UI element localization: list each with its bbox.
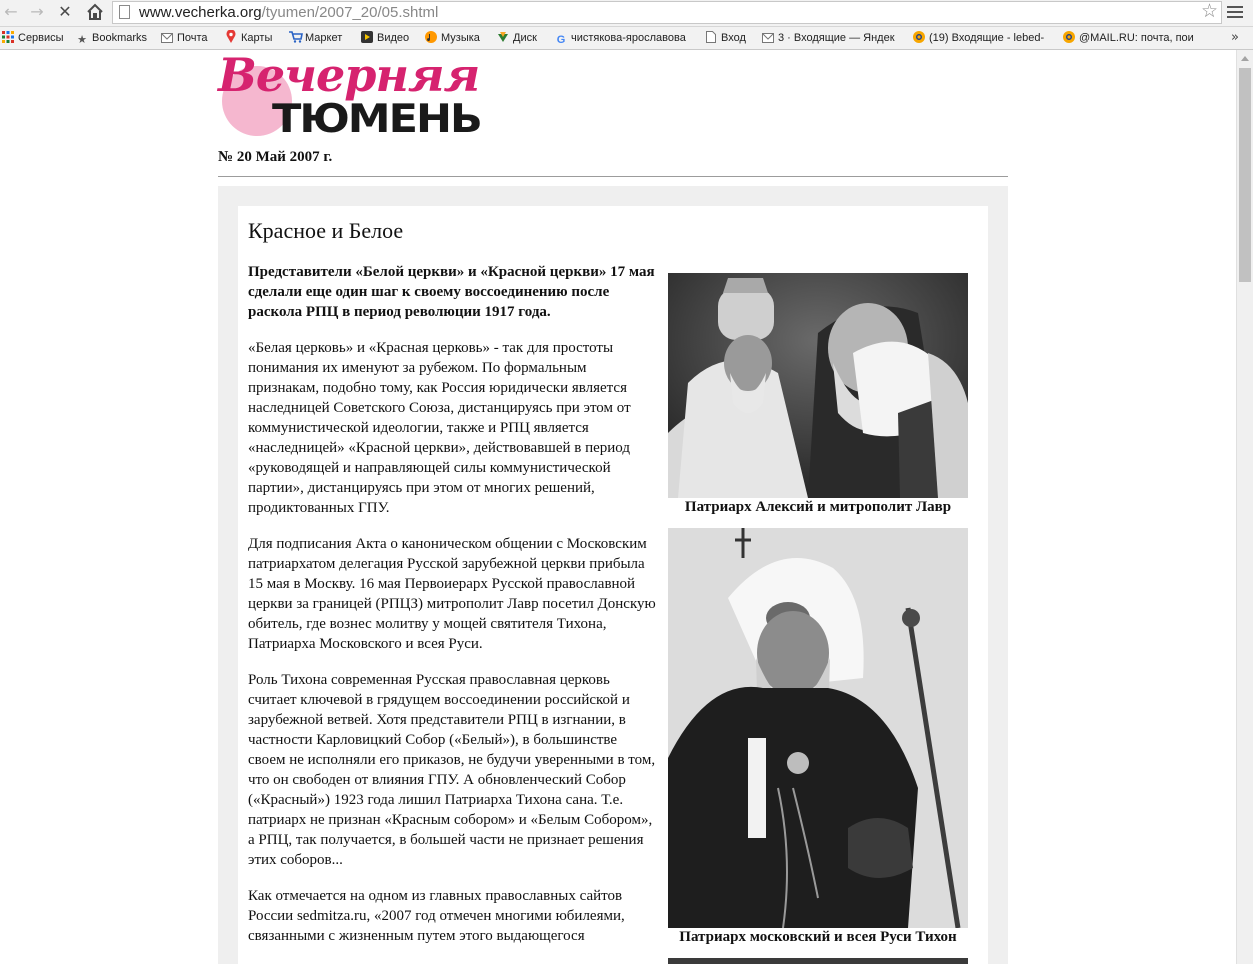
url-host: www.vecherka.org — [139, 4, 262, 21]
photo-next-partial — [668, 958, 968, 964]
page-scrollbar[interactable] — [1236, 50, 1253, 964]
newspaper-logo[interactable] — [218, 50, 518, 146]
logo-line-1: Вечерняя — [218, 50, 480, 102]
article-paragraph: Для подписания Акта о каноническом общении с Московским патриархатом делегация Русской зарубежной церкви прибыла 15 мая в Москву. 16 мая Первоиерарх Русской православной церкви за границей (РПЦЗ) митрополит Лавр посетил Донскую обитель, где вознес молитву у мощей святителя Тихона, Патриарха Московского и всея Руси. — [248, 536, 656, 652]
bookmark-item[interactable] — [161, 30, 217, 46]
bookmark-item[interactable] — [289, 30, 353, 46]
bookmark-item[interactable] — [913, 30, 1051, 46]
bookmark-label: 3 · Входящие — Яндек — [778, 32, 895, 44]
issue-number: № 20 Май 2007 г. — [218, 149, 333, 165]
bookmark-item[interactable] — [76, 30, 152, 46]
bookmark-label: Сервисы — [18, 32, 64, 44]
bookmark-item[interactable] — [1063, 30, 1209, 46]
back-arrow-icon[interactable]: ← — [4, 2, 18, 21]
scroll-thumb[interactable] — [1239, 68, 1251, 282]
page-icon — [119, 5, 130, 19]
mail-icon — [762, 33, 774, 45]
bookmark-item[interactable] — [762, 30, 900, 46]
bookmark-item[interactable] — [361, 30, 417, 46]
stop-loading-icon[interactable]: ✕ — [58, 2, 72, 21]
bookmark-label: (19) Входящие - lebed- — [929, 32, 1045, 44]
google-icon: G — [556, 34, 566, 46]
music-icon — [425, 31, 437, 43]
at-icon — [913, 31, 925, 43]
home-icon[interactable] — [84, 1, 106, 23]
bookmark-item[interactable] — [705, 30, 755, 46]
bookmark-label: @MAIL.RU: почта, пои — [1079, 32, 1194, 44]
url-path: /tyumen/2007_20/05.shtml — [261, 4, 439, 21]
photo-caption: Патриарх московский и всея Руси Тихон — [679, 929, 957, 945]
bookmark-item[interactable] — [225, 30, 283, 46]
bookmark-item[interactable] — [425, 30, 489, 46]
bookmark-star-icon[interactable]: ☆ — [1200, 0, 1218, 22]
page-icon — [705, 31, 717, 43]
chevron-double-right-icon[interactable]: » — [1231, 30, 1239, 45]
disk-icon — [497, 31, 509, 43]
bookmark-label: Видео — [377, 32, 410, 44]
article-paragraph: Как отмечается на одном из главных православных сайтов России sedmitza.ru, «2007 год отмечен многими юбилеями, связанными с жизненным путем этого выдающегося — [248, 888, 625, 944]
video-icon — [361, 31, 373, 43]
cart-icon — [289, 31, 301, 43]
page-viewport — [0, 50, 1236, 964]
scroll-up-icon[interactable] — [1241, 56, 1249, 61]
logo-line-2: ТЮМЕНЬ — [272, 96, 481, 142]
bookmarks-bar — [0, 27, 1253, 50]
at-icon — [1063, 31, 1075, 43]
bookmark-label: Маркет — [305, 32, 343, 44]
browser-menu-icon[interactable] — [1227, 3, 1243, 21]
mail-icon — [161, 33, 173, 45]
forward-arrow-icon[interactable]: → — [30, 2, 44, 21]
article-paragraph: «Белая церковь» и «Красная церковь» - так для простоты понимания их именуют за рубежом. По формальным признакам, подобно тому, как Россия юридически является наследницей Советского Союза, дистанцируясь при этом от коммунистической идеологии, также и РПЦ является «наследницей» «Красной церкви», действовавшей в период «руководящей и направляющей силы коммунистической партии», дистанцируясь при этом от многих решений, продиктованных ГПУ. — [248, 340, 631, 516]
bookmark-item[interactable] — [497, 30, 547, 46]
article-body — [248, 262, 658, 962]
browser-toolbar — [0, 0, 1253, 27]
photo-patriarch-tikhon — [668, 528, 968, 928]
bookmark-label: Bookmarks — [92, 32, 148, 44]
apps-grid-icon — [2, 31, 14, 43]
bookmark-label: Музыка — [441, 32, 480, 44]
photo-patriarch-alexy-and-metropolitan-laurus — [668, 273, 968, 498]
article — [238, 206, 988, 964]
bookmark-label: чистякова-ярославова — [571, 32, 686, 44]
article-paragraph: Роль Тихона современная Русская православная церковь считает ключевой в грядущем воссоединении российской и зарубежной ветвей. Хотя представители РПЦ в изгнании, в частности Карловицкий Собор («Белый»), в большинстве своем не исполняли его приказов, не будучи уверенными в том, что он свободен от влияния ГПУ. А обновленческий Собор («Красный») 1923 года лишил Патриарха Тихона сана. Т.е. патриарх не признан «Красным собором» и «Белым Собором», а РПЦ, так получается, в большей части не признает решения этих соборов... — [248, 672, 656, 868]
article-title: Красное и Белое — [248, 218, 404, 243]
star-icon: ★ — [77, 33, 87, 46]
url-text[interactable] — [139, 4, 438, 21]
bookmark-label: Почта — [177, 32, 208, 44]
photo-caption: Патриарх Алексий и митрополит Лавр — [684, 499, 952, 515]
map-pin-icon — [225, 30, 237, 42]
bookmark-label: Вход — [721, 32, 746, 44]
bookmark-item[interactable] — [2, 30, 66, 46]
article-lead: Представители «Белой церкви» и «Красной церкви» 17 мая сделали еще один шаг к своему воссоединению после раскола РПЦ в период революции 1917 года. — [248, 264, 655, 320]
bookmark-label: Диск — [513, 32, 537, 44]
address-bar[interactable] — [112, 1, 1222, 24]
bookmark-label: Карты — [241, 32, 273, 44]
header-divider — [218, 176, 1008, 177]
bookmark-item[interactable] — [555, 30, 695, 46]
